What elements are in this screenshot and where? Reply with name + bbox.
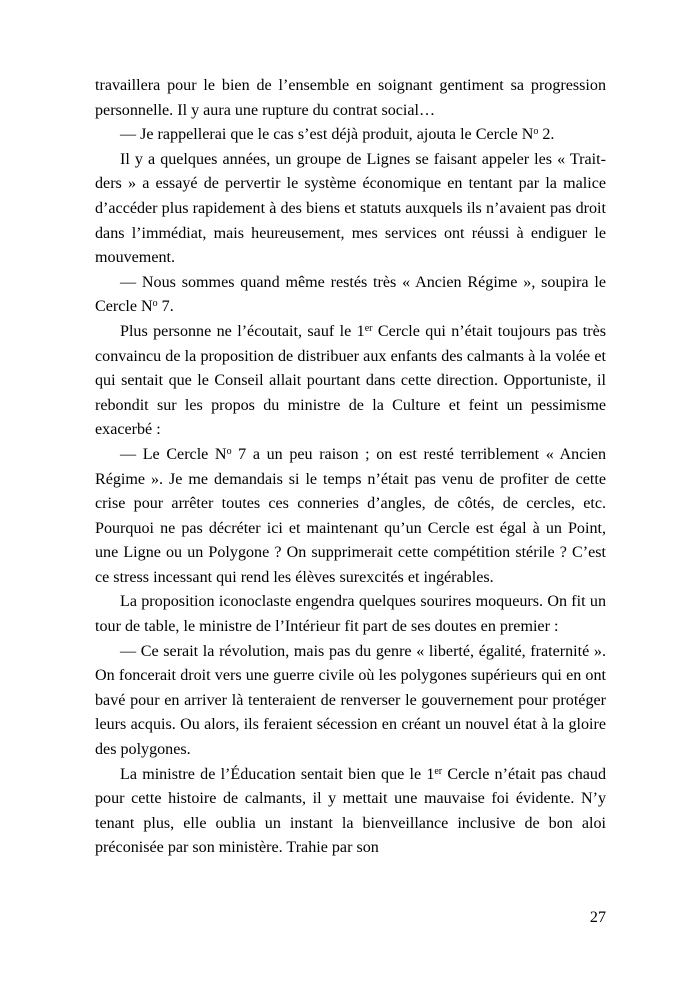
ordinal-superscript: er (434, 765, 443, 777)
paragraph-3: Il y a quelques années, un groupe de Lignes se faisant appeler les « Trait-ders » a essayé de pervertir le système économique en tentant par la malice d’accéder plus rapidement à des biens et statuts auxquels ils n’avaient pas droit dans l’immédiat, mais heureusement, mes services ont réussi à endiguer le mouvement. (95, 150, 606, 267)
paragraph-2: — Je rappellerai que le cas s’est déjà produit, ajouta le Cercle $N^o$ 2. (120, 126, 555, 144)
paragraph-7: La proposition iconoclaste engendra quelques sourires moqueurs. On fit un tour de table, le ministre de l’Intérieur fit part de ses doutes en premier : (95, 593, 606, 636)
body-text-block (95, 74, 606, 861)
paragraph-6: — Le Cercle $N^o$ 7 a un peu raison ; on est resté terriblement « Ancien Régime ». Je me demandais si le temps n’était pas venu de profiter de cette crise pour arrêter toutes ces conneries d’angles, de côtés, de cercles, etc. Pourquoi ne pas décréter ici et maintenant qu’un Cercle est égal à un Point, une Ligne ou un Polygone ? On supprimerait cette compétition stérile ? C’est ce stress incessant qui rend les élèves surexcités et ingérables. (95, 445, 606, 586)
ordinal-superscript: er (364, 323, 373, 335)
ordinal-superscript: o (533, 126, 539, 138)
paragraph-9: La ministre de l’Éducation sentait bien que le 1er Cercle n’était pas chaud pour cette histoire de calmants, il y mettait une mauvaise foi évidente. N’y tenant plus, elle oublia un instant la bienveillance inclusive de bon aloi préconisée par son ministère. Trahie par son (95, 765, 606, 857)
paragraph-8: — Ce serait la révolution, mais pas du genre « liberté, égalité, fraternité ». On foncerait droit vers une guerre civile où les polygones supérieurs qui en ont bavé pour en arriver là tenteraient de renverser le gouvernement pour protéger leurs acquis. Ou alors, ils feraient sécession en créant un nouvel état à la gloire des polygones. (95, 642, 606, 759)
paragraph-5: Plus personne ne l’écoutait, sauf le 1er Cercle qui n’était toujours pas très convaincu de la proposition de distribuer aux enfants des calmants à la volée et qui sentait que le Conseil allait pourtant dans cette direction. Opportuniste, il rebondit sur les propos du ministre de la Culture et feint un pessimisme exacerbé : (95, 322, 606, 439)
ordinal-superscript: o (152, 298, 158, 310)
page-number: 27 (589, 909, 606, 926)
paragraph-1: travaillera pour le bien de l’ensemble en soignant gentiment sa progression personnelle. Il y aura une rupture du contrat social… (95, 77, 606, 119)
paragraph-4: — Nous sommes quand même restés très « Ancien Régime », soupira le Cercle $N^o$ 7. (95, 273, 606, 316)
ordinal-superscript: o (226, 446, 232, 458)
